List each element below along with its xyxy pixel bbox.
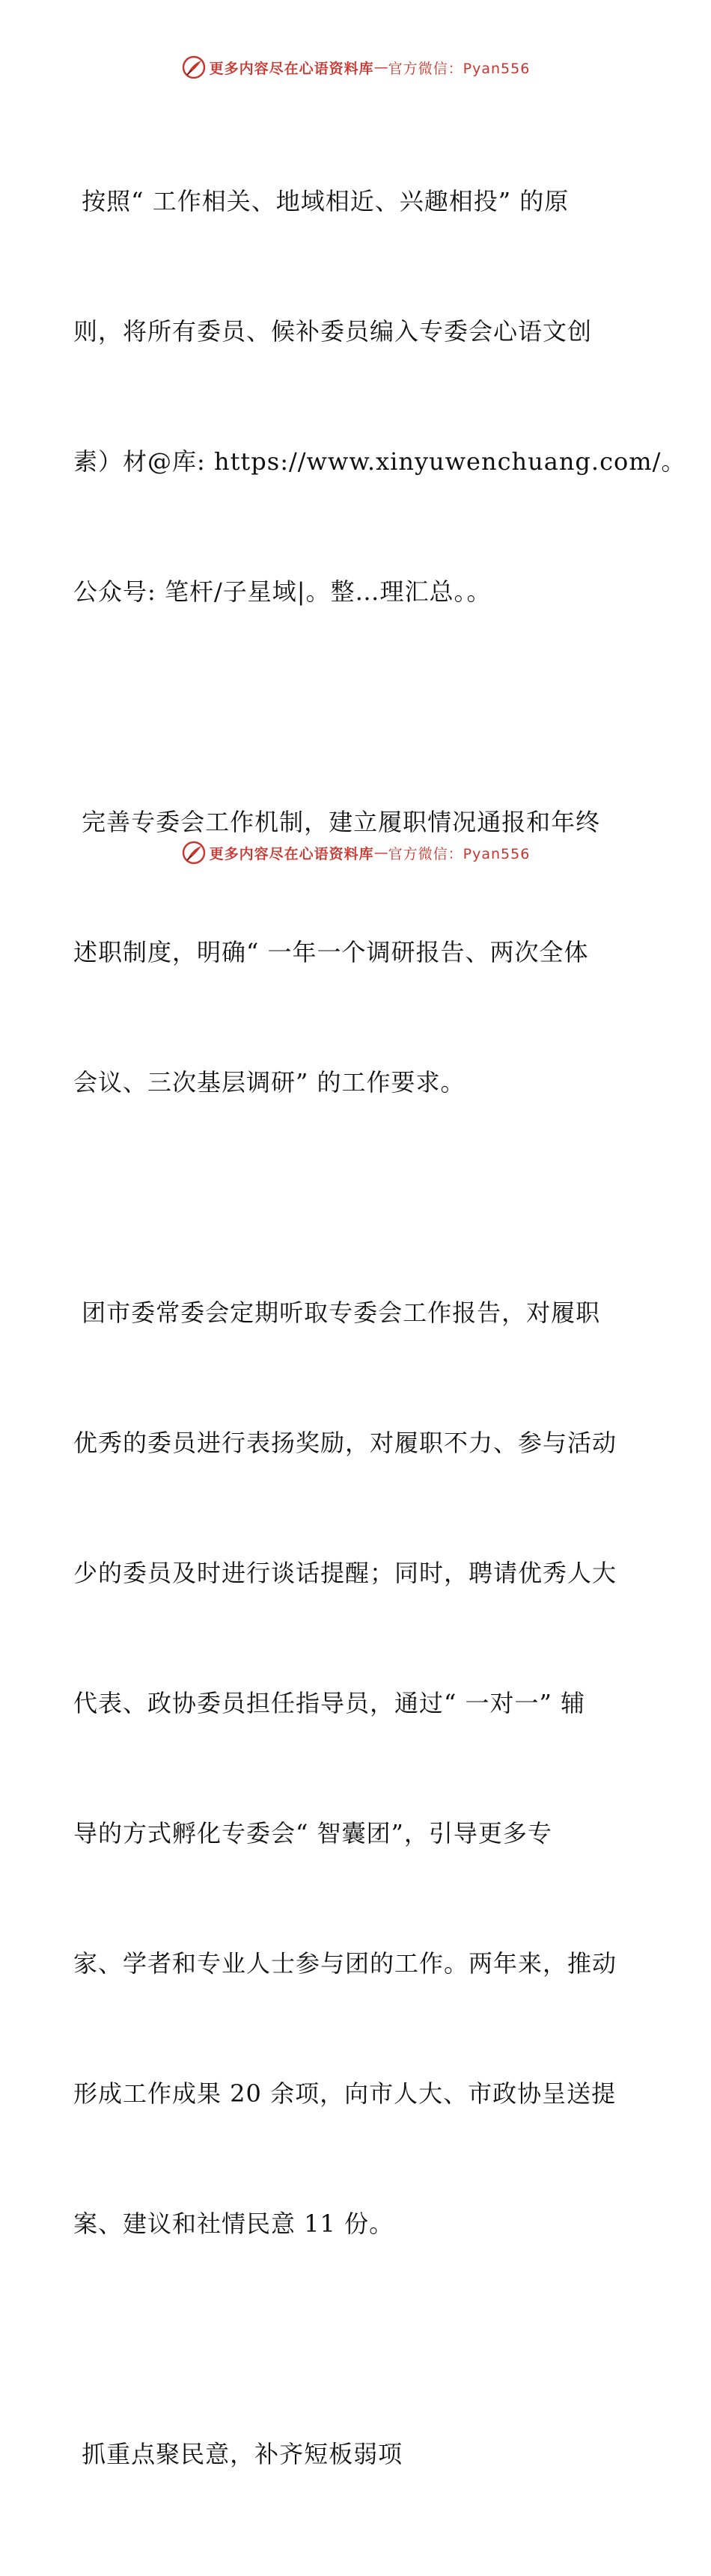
watermark-dash: —: [373, 844, 388, 861]
feather-quill-icon: [181, 840, 207, 865]
section-heading: [73, 2346, 650, 2563]
watermark-wechat-text: 官方微信：Pyan556: [388, 845, 531, 862]
watermark-main-text: 更多内容尽在心语资料库: [209, 845, 374, 862]
text-line: 形成工作成果 20 余项，向市人大、市政协呈送提: [73, 2079, 617, 2108]
text-line: 述职制度，明确“ 一年一个调研报告、两次全体: [73, 938, 589, 966]
text-line: 代表、政协委员担任指导员，通过“ 一对一” 辅: [73, 1689, 586, 1717]
text-line: 会议、三次基层调研” 的工作要求。: [73, 1068, 466, 1097]
text-line: 少的委员及时进行谈话提醒；同时，聘请优秀人大: [73, 1559, 617, 1587]
text-line: 案、建议和社情民意 11 份。: [73, 2209, 394, 2238]
paragraph-2: [73, 714, 650, 1191]
text-line: 则，将所有委员、候补委员编入专委会心语文创: [73, 317, 593, 346]
text-line: 素）材@库: https://www.xinyuwenchuang.com/。: [73, 447, 686, 476]
text-line: 按照“ 工作相关、地域相近、兴趣相投” 的原: [73, 187, 570, 215]
paragraph-3: [73, 1204, 650, 2332]
watermark-wechat-text: 官方微信：Pyan556: [388, 60, 531, 77]
footer-watermark: [0, 838, 711, 868]
text-line: 优秀的委员进行表扬奖励，对履职不力、参与活动: [73, 1429, 617, 1457]
text-line: 公众号: 笔杆/子星域|。整…理汇总。。: [73, 577, 492, 606]
text-line: 完善专委会工作机制，建立履职情况通报和年终: [73, 808, 601, 836]
watermark-dash: —: [373, 59, 388, 76]
text-line: 家、学者和专业人士参与团的工作。两年来，推动: [73, 1949, 617, 1978]
text-line: 导的方式孵化专委会“ 智囊团”，引导更多专: [73, 1819, 552, 1847]
feather-quill-icon: [181, 55, 207, 80]
text-line: 抓重点聚民意，补齐短板弱项: [73, 2440, 403, 2468]
text-line: 团市委常委会定期听取专委会工作报告，对履职: [73, 1298, 601, 1327]
document-body: [73, 93, 686, 2576]
header-watermark: [0, 52, 711, 82]
watermark-main-text: 更多内容尽在心语资料库: [209, 60, 374, 77]
paragraph-1: [73, 93, 686, 700]
